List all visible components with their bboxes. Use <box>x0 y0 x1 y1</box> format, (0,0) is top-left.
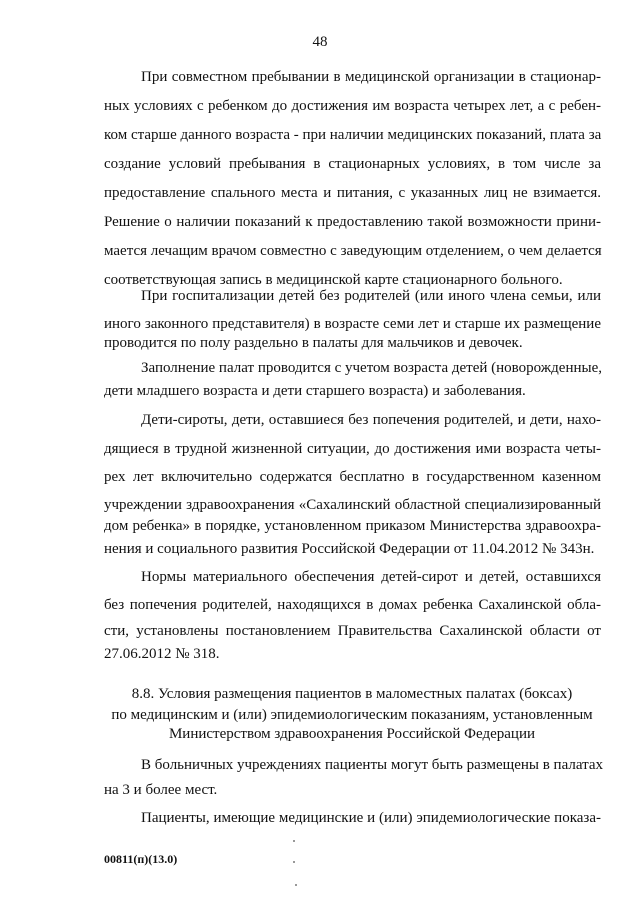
section-heading-line: Министерством здравоохранения Российской Федерации <box>168 726 536 742</box>
paragraph-line: нения и социального развития Российской Федерации от 11.04.2012 № 343н. <box>104 541 595 557</box>
scan-speck <box>293 861 295 863</box>
paragraph-line: без попечения родителей, находящихся в домах ребенка Сахалинской обла- <box>104 597 601 613</box>
section-heading-line: по медицинским и (или) эпидемиологическим показаниям, установленным <box>111 707 593 723</box>
paragraph-line: создание условий пребывания в стационарных условиях, в том числе за <box>104 156 601 172</box>
paragraph-line: ных условиях с ребенком до достижения им возраста четырех лет, а с ребен- <box>104 98 601 114</box>
paragraph-line: Заполнение палат проводится с учетом возраста детей (новорожденные, <box>141 360 602 376</box>
paragraph-line: соответствующая запись в медицинской карте стационарного больного. <box>104 272 563 288</box>
paragraph-line: дом ребенка» в порядке, установленном приказом Министерства здравоохра- <box>104 518 601 534</box>
paragraph-line: Нормы материального обеспечения детей-сирот и детей, оставшихся <box>141 569 601 585</box>
paragraph-line: дящиеся в трудной жизненной ситуации, до достижения ими возраста четы- <box>104 441 601 457</box>
paragraph-line: В больничных учреждениях пациенты могут быть размещены в палатах <box>141 757 604 773</box>
paragraph-line: на 3 и более мест. <box>104 782 218 798</box>
scan-speck <box>293 840 295 842</box>
scan-speck <box>295 884 297 886</box>
paragraph-line: иного законного представителя) в возрасте семи лет и старше их размещение <box>104 316 601 332</box>
paragraph-line: ком старше данного возраста - при наличии медицинских показаний, плата за <box>104 127 602 143</box>
paragraph-line: учреждении здравоохранения «Сахалинский областной специализированный <box>104 497 601 513</box>
paragraph-line: рех лет включительно содержатся бесплатно в государственном казенном <box>104 469 601 485</box>
paragraph-line: сти, установлены постановлением Правительства Сахалинской области от <box>104 623 601 639</box>
paragraph-line: Пациенты, имеющие медицинские и (или) эпидемиологические показа- <box>141 810 601 826</box>
document-code: 00811(п)(13.0) <box>104 852 178 866</box>
paragraph-line: При госпитализации детей без родителей (или иного члена семьи, или <box>141 288 601 304</box>
section-heading-line: 8.8. Условия размещения пациентов в маломестных палатах (боксах) <box>131 686 573 702</box>
paragraph-line: При совместном пребывании в медицинской организации в стационар- <box>141 69 601 85</box>
page-number: 48 <box>312 34 328 50</box>
paragraph-line: дети младшего возраста и дети старшего возраста) и заболевания. <box>104 383 526 399</box>
paragraph-line: предоставление спального места и питания, с указанных лиц не взимается. <box>104 185 601 201</box>
paragraph-line: Решение о наличии показаний к предоставлению такой возможности прини- <box>104 214 601 230</box>
paragraph-line: мается лечащим врачом совместно с заведующим отделением, о чем делается <box>104 243 602 259</box>
paragraph-line: проводится по полу раздельно в палаты для мальчиков и девочек. <box>104 335 523 351</box>
paragraph-line: 27.06.2012 № 318. <box>104 646 220 662</box>
paragraph-line: Дети-сироты, дети, оставшиеся без попечения родителей, и дети, нахо- <box>141 412 601 428</box>
